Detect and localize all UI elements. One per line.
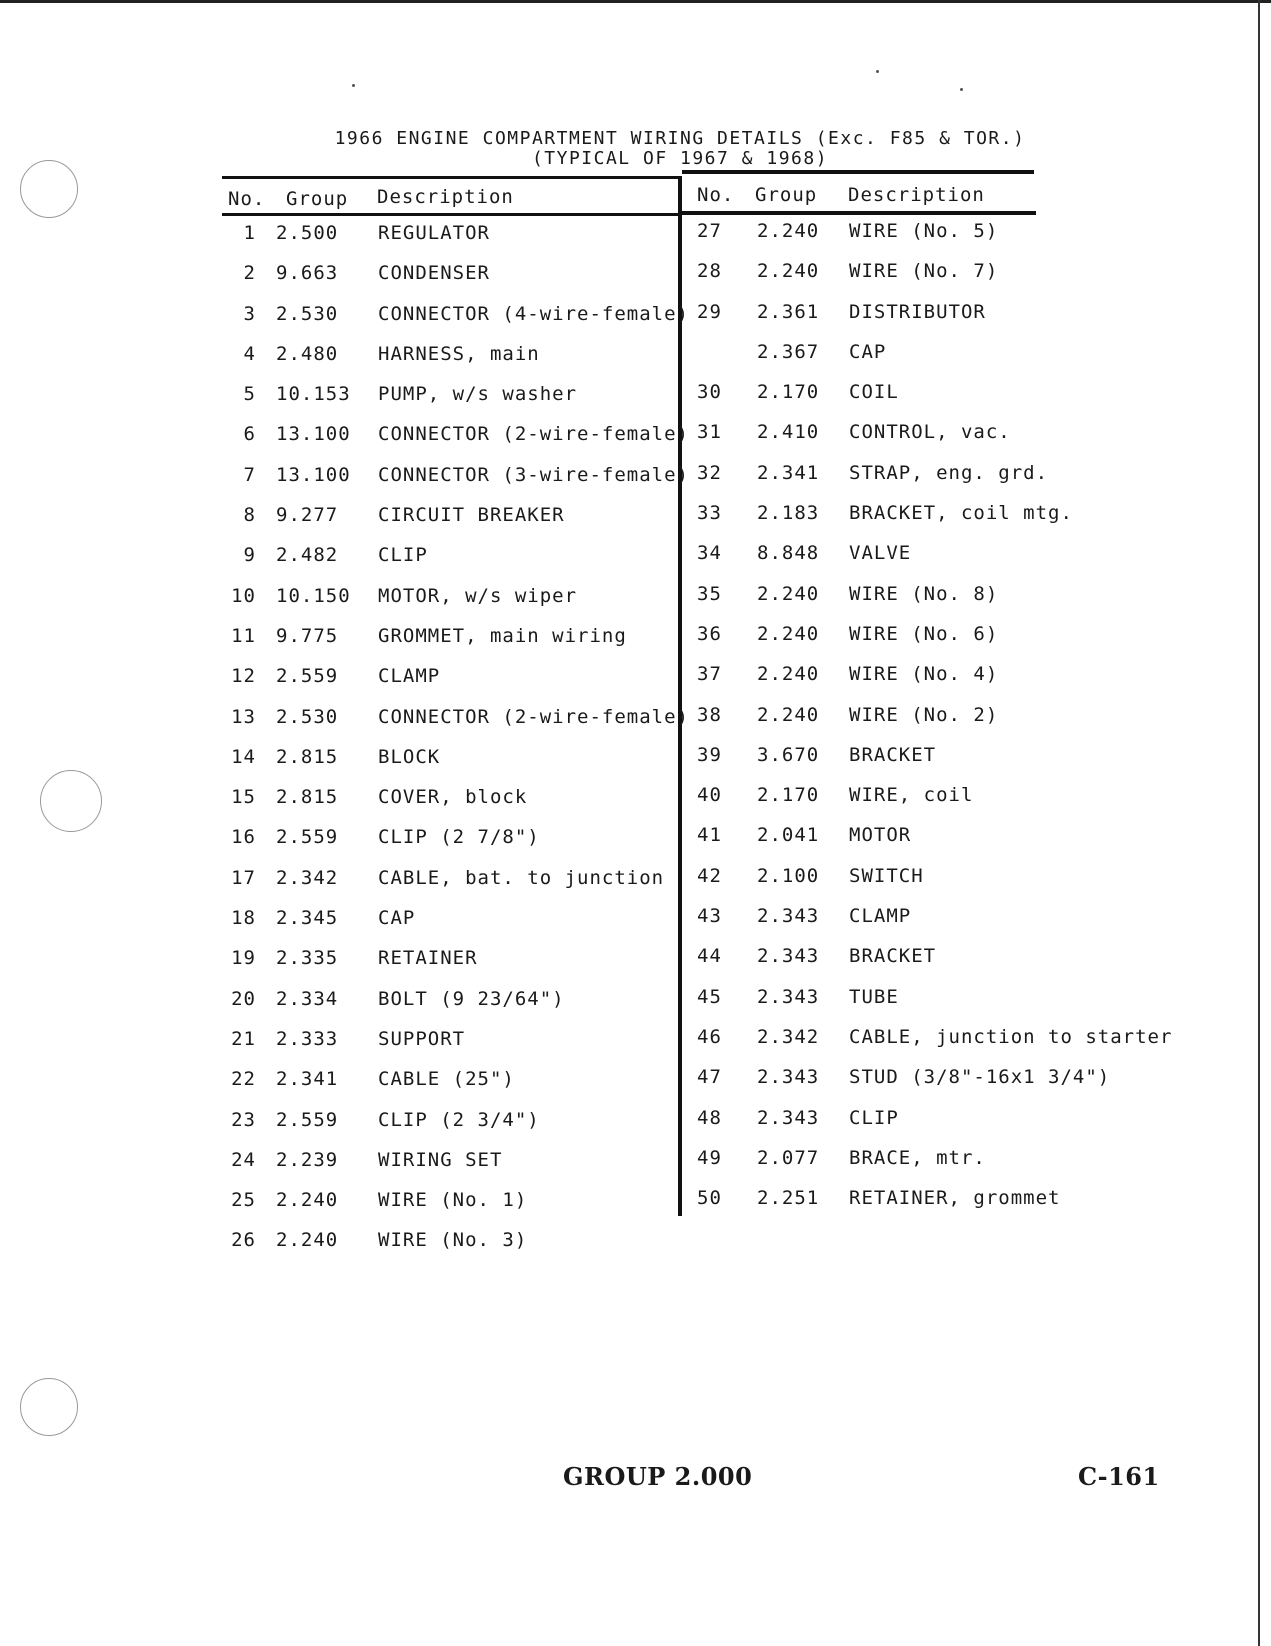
item-number: 17 <box>231 866 256 889</box>
group-number: 2.343 <box>757 985 820 1008</box>
part-description: WIRE (No. 1) <box>378 1189 528 1212</box>
part-description: WIRE (No. 2) <box>849 703 999 726</box>
item-number: 36 <box>697 622 722 645</box>
group-number: 2.333 <box>276 1027 339 1050</box>
group-number: 2.367 <box>757 340 820 363</box>
group-number: 2.342 <box>757 1025 820 1048</box>
item-number: 3 <box>243 302 256 325</box>
group-number: 2.240 <box>757 220 820 242</box>
part-description: CONNECTOR (2-wire-female) <box>378 423 689 446</box>
item-number: 35 <box>697 582 722 605</box>
part-description: CAP <box>378 907 416 930</box>
header-description: Description <box>377 186 514 208</box>
item-number: 40 <box>697 784 722 807</box>
item-number: 21 <box>231 1027 256 1050</box>
item-number: 8 <box>243 504 256 527</box>
item-number: 22 <box>231 1068 256 1091</box>
group-number: 2.341 <box>757 461 820 484</box>
column-divider <box>678 176 682 1216</box>
part-description: COIL <box>849 381 899 404</box>
part-description: BOLT (9 23/64") <box>378 987 565 1010</box>
item-number: 44 <box>697 945 722 968</box>
item-number: 30 <box>697 381 722 404</box>
group-number: 2.480 <box>276 342 339 365</box>
item-number: 42 <box>697 864 722 887</box>
part-description: COVER, block <box>378 786 528 809</box>
header-group: Group <box>755 184 818 206</box>
part-description: HARNESS, main <box>378 342 540 365</box>
page-edge-line <box>1258 0 1260 1646</box>
part-description: RETAINER <box>378 947 478 970</box>
group-number: 2.240 <box>757 703 820 726</box>
part-description: STRAP, eng. grd. <box>849 461 1049 484</box>
item-number: 26 <box>231 1229 256 1252</box>
item-number: 18 <box>231 907 256 930</box>
footer-page-number: C-161 <box>1078 1462 1160 1491</box>
item-number: 31 <box>697 421 722 444</box>
part-description: CLIP <box>849 1106 899 1129</box>
group-number: 2.482 <box>276 544 339 567</box>
part-description: BRACKET <box>849 743 937 766</box>
group-number: 2.343 <box>757 1066 820 1089</box>
page-subtitle: (TYPICAL OF 1967 & 1968) <box>531 148 829 169</box>
part-description: CABLE (25") <box>378 1068 515 1091</box>
header-top-rule-right <box>682 170 1034 174</box>
item-number: 23 <box>231 1108 256 1131</box>
part-description: DISTRIBUTOR <box>849 300 986 323</box>
item-number: 39 <box>697 743 722 766</box>
part-description: WIRING SET <box>378 1148 503 1171</box>
speck <box>352 84 355 87</box>
item-number: 13 <box>231 705 256 728</box>
part-description: REGULATOR <box>378 222 490 244</box>
header-group: Group <box>286 188 349 210</box>
group-number: 2.240 <box>757 582 820 605</box>
part-description: CABLE, junction to starter <box>849 1025 1173 1048</box>
group-number: 2.041 <box>757 824 820 847</box>
part-description: CONNECTOR (4-wire-female) <box>378 302 689 325</box>
item-number: 47 <box>697 1066 722 1089</box>
item-number: 24 <box>231 1148 256 1171</box>
part-description: SUPPORT <box>378 1027 466 1050</box>
item-number: 34 <box>697 542 722 565</box>
item-number: 48 <box>697 1106 722 1129</box>
punch-hole-bottom <box>20 1378 78 1436</box>
group-number: 2.240 <box>757 622 820 645</box>
item-number: 50 <box>697 1187 722 1210</box>
item-number: 32 <box>697 461 722 484</box>
item-number: 9 <box>243 544 256 567</box>
group-number: 10.153 <box>276 383 351 406</box>
part-description: MOTOR <box>849 824 912 847</box>
group-number: 2.343 <box>757 945 820 968</box>
part-description: WIRE (No. 3) <box>378 1229 528 1252</box>
item-number: 27 <box>697 220 722 242</box>
header-bottom-rule-right <box>682 211 1036 215</box>
item-number: 1 <box>243 222 256 244</box>
group-number: 2.240 <box>757 663 820 686</box>
group-number: 2.334 <box>276 987 339 1010</box>
group-number: 2.530 <box>276 302 339 325</box>
group-number: 13.100 <box>276 423 351 446</box>
group-number: 3.670 <box>757 743 820 766</box>
part-description: CONNECTOR (2-wire-female) <box>378 705 689 728</box>
part-description: CABLE, bat. to junction <box>378 866 665 889</box>
part-description: BRACKET <box>849 945 937 968</box>
group-number: 13.100 <box>276 463 351 486</box>
part-description: CLAMP <box>849 905 912 928</box>
group-number: 10.150 <box>276 584 351 607</box>
group-number: 2.342 <box>276 866 339 889</box>
item-number: 14 <box>231 745 256 768</box>
item-number: 20 <box>231 987 256 1010</box>
group-number: 2.170 <box>757 784 820 807</box>
group-number: 2.335 <box>276 947 339 970</box>
top-edge-rule <box>0 0 1271 3</box>
part-description: WIRE, coil <box>849 784 974 807</box>
item-number: 7 <box>243 463 256 486</box>
group-number: 2.815 <box>276 745 339 768</box>
part-description: BLOCK <box>378 745 441 768</box>
item-number: 43 <box>697 905 722 928</box>
group-number: 2.170 <box>757 381 820 404</box>
group-number: 2.559 <box>276 665 339 688</box>
punch-hole-top <box>20 160 78 218</box>
header-no: No. <box>697 184 735 206</box>
item-number: 4 <box>243 342 256 365</box>
part-description: BRACKET, coil mtg. <box>849 502 1073 525</box>
group-number: 2.559 <box>276 1108 339 1131</box>
part-description: WIRE (No. 5) <box>849 220 999 242</box>
part-description: CONTROL, vac. <box>849 421 1011 444</box>
speck <box>876 70 879 73</box>
punch-hole-middle <box>40 770 102 832</box>
group-number: 2.410 <box>757 421 820 444</box>
item-number: 2 <box>243 262 256 285</box>
part-description: CIRCUIT BREAKER <box>378 504 565 527</box>
group-number: 2.239 <box>276 1148 339 1171</box>
group-number: 8.848 <box>757 542 820 565</box>
part-description: CLIP (2 3/4") <box>378 1108 540 1131</box>
group-number: 2.240 <box>757 260 820 283</box>
item-number: 33 <box>697 502 722 525</box>
part-description: CAP <box>849 340 887 363</box>
part-description: CONNECTOR (3-wire-female) <box>378 463 689 486</box>
group-number: 2.183 <box>757 502 820 525</box>
header-description: Description <box>848 184 985 206</box>
item-number: 37 <box>697 663 722 686</box>
header-top-rule-left <box>222 176 682 179</box>
part-description: WIRE (No. 8) <box>849 582 999 605</box>
item-number: 16 <box>231 826 256 849</box>
part-description: CONDENSER <box>378 262 490 285</box>
part-description: BRACE, mtr. <box>849 1146 986 1169</box>
item-number: 29 <box>697 300 722 323</box>
part-description: CLIP <box>378 544 428 567</box>
part-description: CLAMP <box>378 665 441 688</box>
item-number: 46 <box>697 1025 722 1048</box>
group-number: 2.559 <box>276 826 339 849</box>
speck <box>960 88 963 91</box>
group-number: 2.530 <box>276 705 339 728</box>
part-description: WIRE (No. 4) <box>849 663 999 686</box>
item-number: 49 <box>697 1146 722 1169</box>
item-number: 5 <box>243 383 256 406</box>
item-number: 25 <box>231 1189 256 1212</box>
group-number: 9.663 <box>276 262 339 285</box>
item-number: 10 <box>231 584 256 607</box>
item-number: 28 <box>697 260 722 283</box>
item-number: 19 <box>231 947 256 970</box>
group-number: 2.343 <box>757 905 820 928</box>
item-number: 15 <box>231 786 256 809</box>
page-title: 1966 ENGINE COMPARTMENT WIRING DETAILS (Exc. F85 & TOR.) <box>334 128 1026 149</box>
header-bottom-rule-left <box>222 213 682 216</box>
group-number: 9.277 <box>276 504 339 527</box>
part-description: STUD (3/8"-16x1 3/4") <box>849 1066 1111 1089</box>
part-description: WIRE (No. 6) <box>849 622 999 645</box>
header-no: No. <box>228 188 266 210</box>
part-description: RETAINER, grommet <box>849 1187 1061 1210</box>
group-number: 2.100 <box>757 864 820 887</box>
group-number: 2.240 <box>276 1229 339 1252</box>
item-number: 12 <box>231 665 256 688</box>
part-description: GROMMET, main wiring <box>378 624 627 647</box>
group-number: 2.500 <box>276 222 339 244</box>
part-description: WIRE (No. 7) <box>849 260 999 283</box>
group-number: 2.815 <box>276 786 339 809</box>
part-description: PUMP, w/s washer <box>378 383 578 406</box>
group-number: 9.775 <box>276 624 339 647</box>
group-number: 2.251 <box>757 1187 820 1210</box>
item-number: 41 <box>697 824 722 847</box>
group-number: 2.343 <box>757 1106 820 1129</box>
group-number: 2.361 <box>757 300 820 323</box>
item-number: 6 <box>243 423 256 446</box>
item-number: 38 <box>697 703 722 726</box>
part-description: SWITCH <box>849 864 924 887</box>
group-number: 2.341 <box>276 1068 339 1091</box>
group-number: 2.345 <box>276 907 339 930</box>
part-description: TUBE <box>849 985 899 1008</box>
group-number: 2.240 <box>276 1189 339 1212</box>
group-number: 2.077 <box>757 1146 820 1169</box>
part-description: MOTOR, w/s wiper <box>378 584 578 607</box>
part-description: CLIP (2 7/8") <box>378 826 540 849</box>
part-description: VALVE <box>849 542 912 565</box>
item-number: 45 <box>697 985 722 1008</box>
footer-group: GROUP 2.000 <box>563 1462 753 1491</box>
item-number: 11 <box>231 624 256 647</box>
